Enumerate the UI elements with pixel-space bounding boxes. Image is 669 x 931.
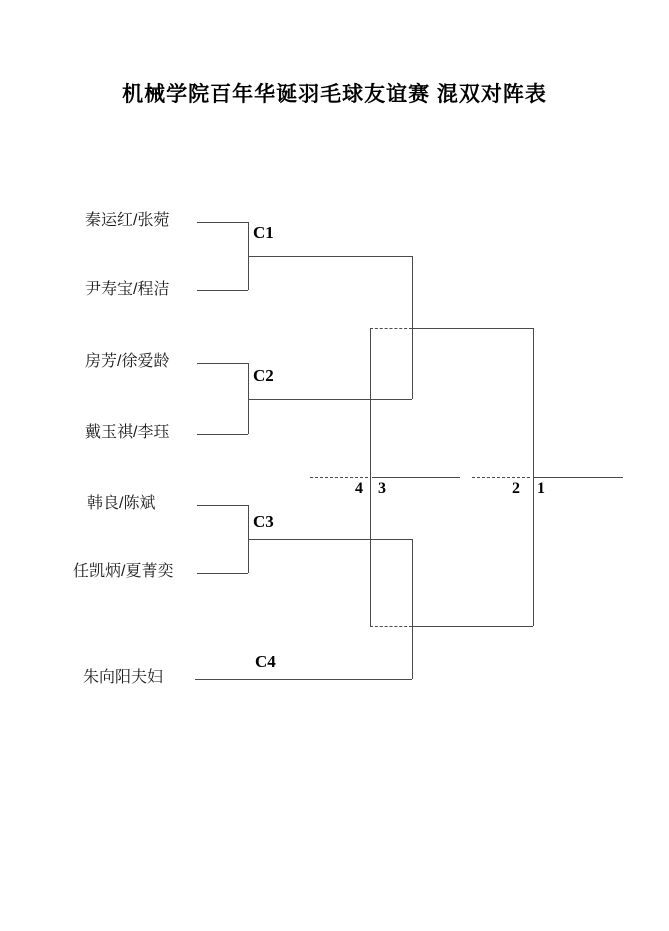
match-c4-bye-line	[195, 679, 412, 680]
team-label-5: 韩良/陈斌	[87, 495, 156, 512]
match-c1-winner-line	[248, 256, 412, 257]
match-c3-winner-line	[248, 539, 412, 540]
team-label-4: 戴玉祺/李珏	[85, 424, 170, 441]
r1-team1-line	[197, 222, 248, 223]
place-1-label: 1	[537, 480, 545, 497]
match-label-c2: C2	[253, 366, 274, 385]
semifinal1-winner-line	[412, 328, 533, 329]
semifinal2-loser-dashed-line	[370, 626, 412, 627]
r1-team2-line	[197, 290, 248, 291]
semifinal2-vertical	[412, 539, 413, 679]
place1-champion-line	[533, 477, 623, 478]
team-label-6: 任凯炳/夏菁奕	[73, 563, 174, 580]
place4-dashed-line	[310, 477, 368, 478]
r1-team4-line	[197, 434, 248, 435]
team-label-1: 秦运红/张菀	[85, 212, 170, 229]
place-3-label: 3	[378, 480, 386, 497]
place2-dashed-line	[472, 477, 530, 478]
r1-team3-line	[197, 363, 248, 364]
team-label-2: 尹寿宝/程洁	[85, 281, 170, 298]
r1-team6-line	[197, 573, 248, 574]
team-label-7: 朱向阳夫妇	[83, 669, 164, 686]
page-title: 机械学院百年华诞羽毛球友谊赛 混双对阵表	[122, 83, 547, 106]
match-label-c1: C1	[253, 223, 274, 242]
place-2-label: 2	[512, 480, 520, 497]
place3-line	[372, 477, 460, 478]
third-place-match-vertical	[370, 328, 371, 626]
semifinal1-loser-dashed-line	[370, 328, 412, 329]
r1-team5-line	[197, 505, 248, 506]
semifinal2-winner-line	[412, 626, 533, 627]
match-c2-winner-line	[248, 399, 412, 400]
match-label-c4: C4	[255, 652, 276, 671]
place-4-label: 4	[355, 480, 363, 497]
team-label-3: 房芳/徐爱龄	[85, 353, 170, 370]
match-label-c3: C3	[253, 512, 274, 531]
